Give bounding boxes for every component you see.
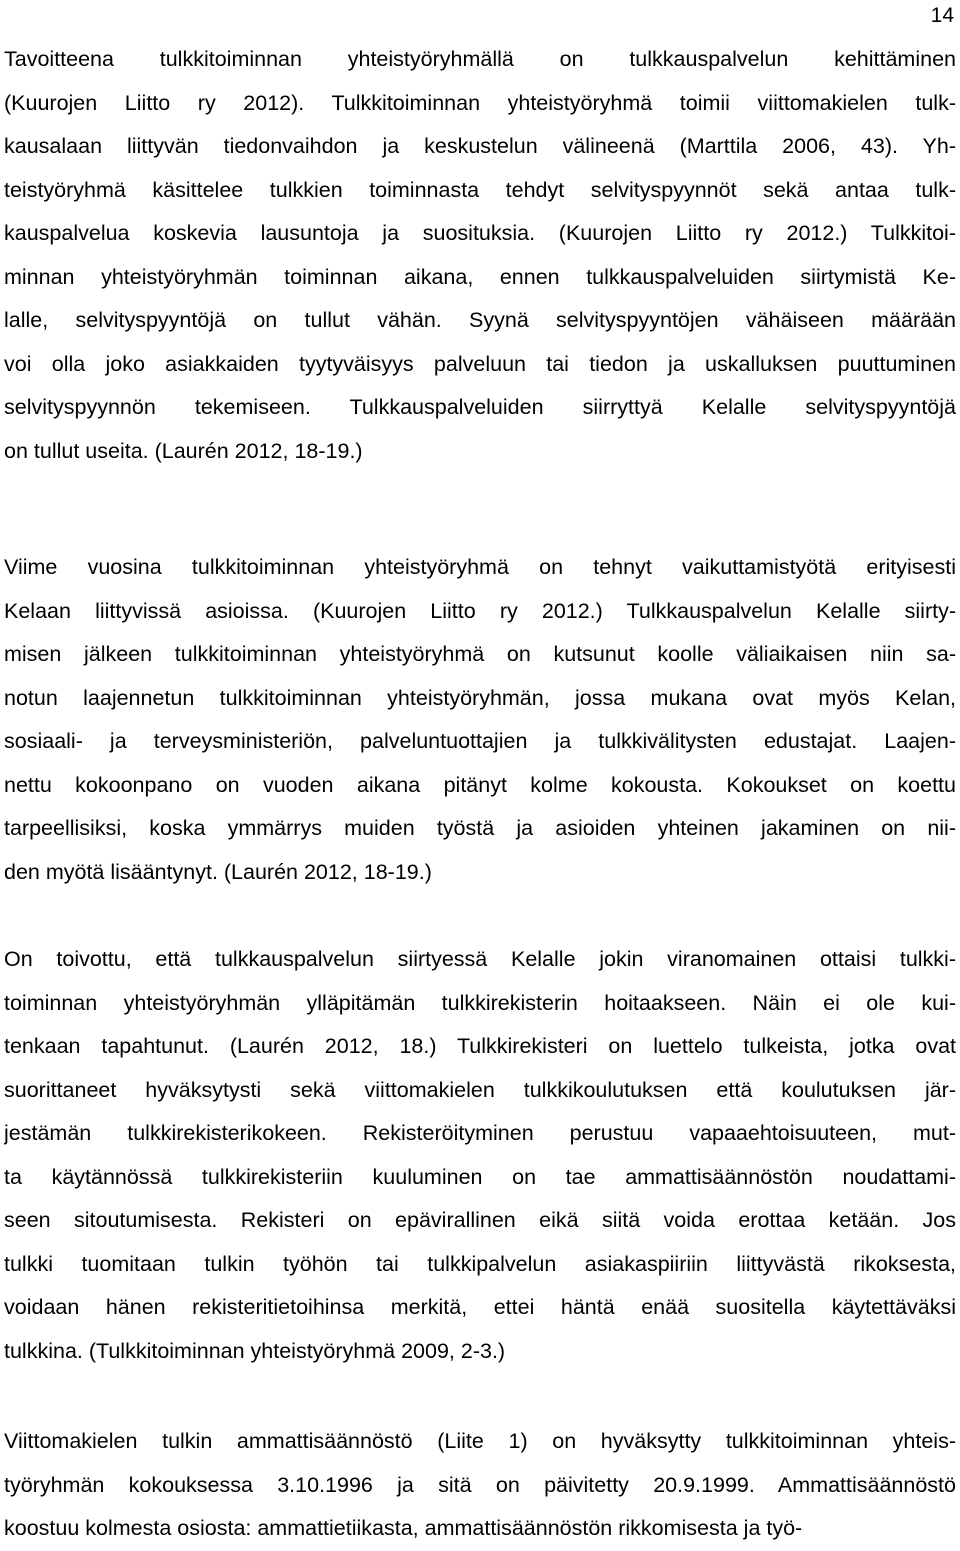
text-line: voidaan hänen rekisteritietoihinsa merkitä, ettei häntä enää suositella käytettäväksi [4,1295,956,1319]
text-line: Tavoitteena tulkkitoiminnan yhteistyöryhmällä on tulkkauspalvelun kehittäminen [4,47,956,71]
text-line: misen jälkeen tulkkitoiminnan yhteistyöryhmä on kutsunut koolle väliaikaisen niin sa- [4,642,956,666]
text-line: on tullut useita. (Laurén 2012, 18-19.) [4,438,363,463]
text-line: tenkaan tapahtunut. (Laurén 2012, 18.) Tulkkirekisteri on luettelo tulkeista, jotka ovat [4,1034,956,1058]
text-line: tarpeellisiksi, koska ymmärrys muiden työstä ja asioiden yhteinen jakaminen on nii- [4,816,956,840]
text-line: koostuu kolmesta osiosta: ammattietiikasta, ammattisäännöstön rikkomisesta ja työ- [4,1516,803,1540]
text-line: työryhmän kokouksessa 3.10.1996 ja sitä on päivitetty 20.9.1999. Ammattisäännöstö [4,1472,956,1497]
text-line: sosiaali- ja terveysministeriön, palveluntuottajien ja tulkkivälitysten edustajat. Laajen- [4,729,956,753]
text-line: suorittaneet hyväksytysti sekä viittomakielen tulkkikoulutuksen että koulutuksen jär- [4,1077,956,1102]
page-number: 14 [930,4,954,27]
text-line: tulkkina. (Tulkkitoiminnan yhteistyöryhmä 2009, 2-3.) [4,1338,506,1363]
text-line: ta käytännössä tulkkirekisteriin kuuluminen on tae ammattisäännöstön noudattami- [4,1164,956,1189]
text-line: nettu kokoonpano on vuoden aikana pitänyt kolme kokousta. Kokoukset on koettu [4,772,956,797]
text-line: Viime vuosina tulkkitoiminnan yhteistyöryhmä on tehnyt vaikuttamistyötä erityisesti [4,555,956,579]
text-line: jestämän tulkkirekisterikokeen. Rekisteröityminen perustuu vapaaehtoisuuteen, mut- [4,1121,956,1145]
text-line: toiminnan yhteistyöryhmän ylläpitämän tulkkirekisterin hoitaakseen. Näin ei ole kui- [4,990,956,1015]
text-line: teistyöryhmä käsittelee tulkkien toiminnasta tehdyt selvityspyynnöt sekä antaa tulk- [4,177,956,202]
paragraph [4,546,956,894]
text-line: tulkki tuomitaan tulkin työhön tai tulkkipalvelun asiakaspiiriin liittyvästä rikoksesta, [4,1251,956,1276]
paragraph [4,38,956,473]
text-line: den myötä lisääntynyt. (Laurén 2012, 18-19.) [4,859,432,884]
text-line: (Kuurojen Liitto ry 2012). Tulkkitoiminnan yhteistyöryhmä toimii viittomakielen tulk- [4,90,956,115]
text-line: lalle, selvityspyyntöjä on tullut vähän. Syynä selvityspyyntöjen vähäiseen määrään [4,308,956,332]
text-line: On toivottu, että tulkkauspalvelun siirtyessä Kelalle jokin viranomainen ottaisi tulkki- [4,947,956,971]
text-line: selvityspyynnön tekemiseen. Tulkkauspalveluiden siirryttyä Kelalle selvityspyyntöjä [4,395,956,419]
text-line: seen sitoutumisesta. Rekisteri on epävirallinen eikä siitä voida erottaa ketään. Jos [4,1208,956,1232]
text-line: voi olla joko asiakkaiden tyytyväisyys palveluun tai tiedon ja uskalluksen puuttuminen [4,351,956,376]
text-line: Kelaan liittyvissä asioissa. (Kuurojen Liitto ry 2012.) Tulkkauspalvelun Kelalle siirty- [4,598,956,623]
text-line: minnan yhteistyöryhmän toiminnan aikana, ennen tulkkauspalveluiden siirtymistä Ke- [4,264,956,289]
paragraph [4,1420,956,1551]
text-line: notun laajennetun tulkkitoiminnan yhteistyöryhmän, jossa mukana ovat myös Kelan, [4,685,956,710]
paragraph [4,938,956,1373]
text-line: kauspalvelua koskevia lausuntoja ja suosituksia. (Kuurojen Liitto ry 2012.) Tulkkitoi- [4,221,956,245]
text-line: Viittomakielen tulkin ammattisäännöstö (Liite 1) on hyväksytty tulkkitoiminnan yhteis- [4,1429,956,1453]
text-line: kausalaan liittyvän tiedonvaihdon ja keskustelun välineenä (Marttila 2006, 43). Yh- [4,134,956,158]
